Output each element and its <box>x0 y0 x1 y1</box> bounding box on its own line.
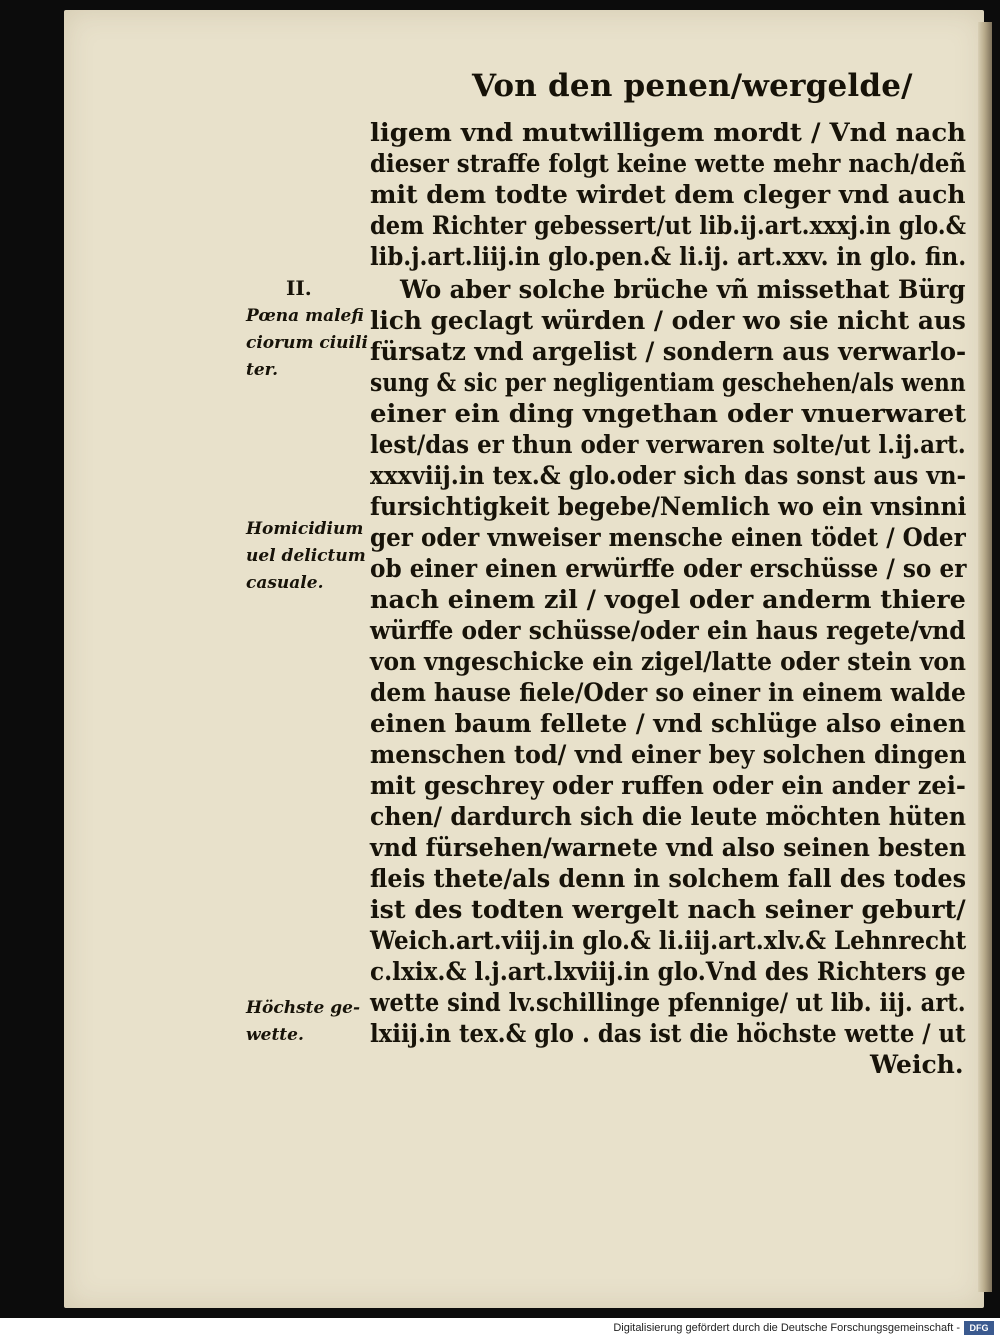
text-line: fleis thete/als denn in solchem fall des todes <box>370 864 967 893</box>
text-line: ob einer einen erwürffe oder erschüsse / so er <box>370 554 967 583</box>
text-line: dieser straffe folgt keine wette mehr nach/deñ <box>370 149 967 178</box>
text-line: mit geschrey oder ruffen oder ein ander zei- <box>370 771 966 800</box>
text-line: einen baum fellete / vnd schlüge also einen <box>370 709 966 738</box>
text-line: fursichtigkeit begebe/Nemlich wo ein vnsinni <box>370 492 967 521</box>
text-line: dem hause fiele/Oder so einer in einem walde <box>370 678 966 707</box>
text-line: vnd fürsehen/warnete vnd also seinen besten <box>370 833 967 862</box>
text-line: würffe oder schüsse/oder ein haus regete/vnd <box>370 616 966 645</box>
text-line-last: Weich. <box>870 1050 964 1079</box>
text-line: Weich.art.viij.in glo.& li.iij.art.xlv.& Lehnrecht <box>370 926 967 955</box>
text-line: lest/das er thun oder verwaren solte/ut l.ij.art. <box>370 430 966 459</box>
text-line: ist des todten wergelt nach seiner geburt/ <box>370 895 966 924</box>
text-line: dem Richter gebessert/ut lib.ij.art.xxxj.in glo.& <box>370 211 967 240</box>
text-line: lxiij.in tex.& glo . das ist die höchste wette / ut <box>370 1019 966 1048</box>
text-line: mit dem todte wirdet dem cleger vnd auch <box>370 180 966 209</box>
marginal-note-line: Höchste ge- <box>246 998 361 1018</box>
text-line: chen/ dardurch sich die leute möchten hüten <box>370 802 966 831</box>
text-line: Wo aber solche brüche vñ missethat Bürg <box>400 275 966 304</box>
dfg-logo: DFG <box>964 1321 994 1335</box>
marginal-note-line: ciorum ciuili <box>246 333 368 353</box>
text-line: menschen tod/ vnd einer bey solchen dingen <box>370 740 967 769</box>
text-line: ligem vnd mutwilligem mordt / Vnd nach <box>370 118 967 147</box>
marginal-note-line: Homicidium <box>246 519 364 539</box>
marginal-note <box>246 516 366 597</box>
marginal-note-line: wette. <box>246 1025 304 1045</box>
digitization-credit: Digitalisierung gefördert durch die Deutsche Forschungsgemeinschaft - <box>613 1322 960 1334</box>
text-line: lich geclagt würden / oder wo sie nicht aus <box>370 306 966 335</box>
page-edge <box>978 22 992 1292</box>
text-line: nach einem zil / vogel oder anderm thiere <box>370 585 966 614</box>
marginal-note-line: Pœna malefi <box>246 306 364 326</box>
text-line: fürsatz vnd argelist / sondern aus verwarlo- <box>370 337 967 366</box>
marginal-note-line: uel delictum <box>246 546 366 566</box>
marginal-note <box>246 303 368 384</box>
text-line: wette sind lv.schillinge pfennige/ ut lib. iij. art. <box>370 988 966 1017</box>
marginal-note-line: ter. <box>246 360 278 380</box>
marginal-note-line: casuale. <box>246 573 324 593</box>
text-line: sung & sic per negligentiam geschehen/als wenn <box>370 368 966 397</box>
running-header: Von den penen/wergelde/ <box>472 68 913 104</box>
text-line: lib.j.art.liij.in glo.pen.& li.ij. art.xxv. in glo. fin. <box>370 242 967 271</box>
text-line: c.lxix.& l.j.art.lxviij.in glo.Vnd des Richters ge <box>370 957 966 986</box>
section-number: II. <box>286 276 312 300</box>
text-line: von vngeschicke ein zigel/latte oder stein von <box>370 647 966 676</box>
marginal-note <box>246 995 360 1049</box>
text-line: ger oder vnweiser mensche einen tödet / Oder <box>370 523 966 552</box>
text-line: einer ein ding vngethan oder vnuerwaret <box>370 399 967 428</box>
text-line: xxxviij.in tex.& glo.oder sich das sonst aus vn- <box>370 461 967 490</box>
